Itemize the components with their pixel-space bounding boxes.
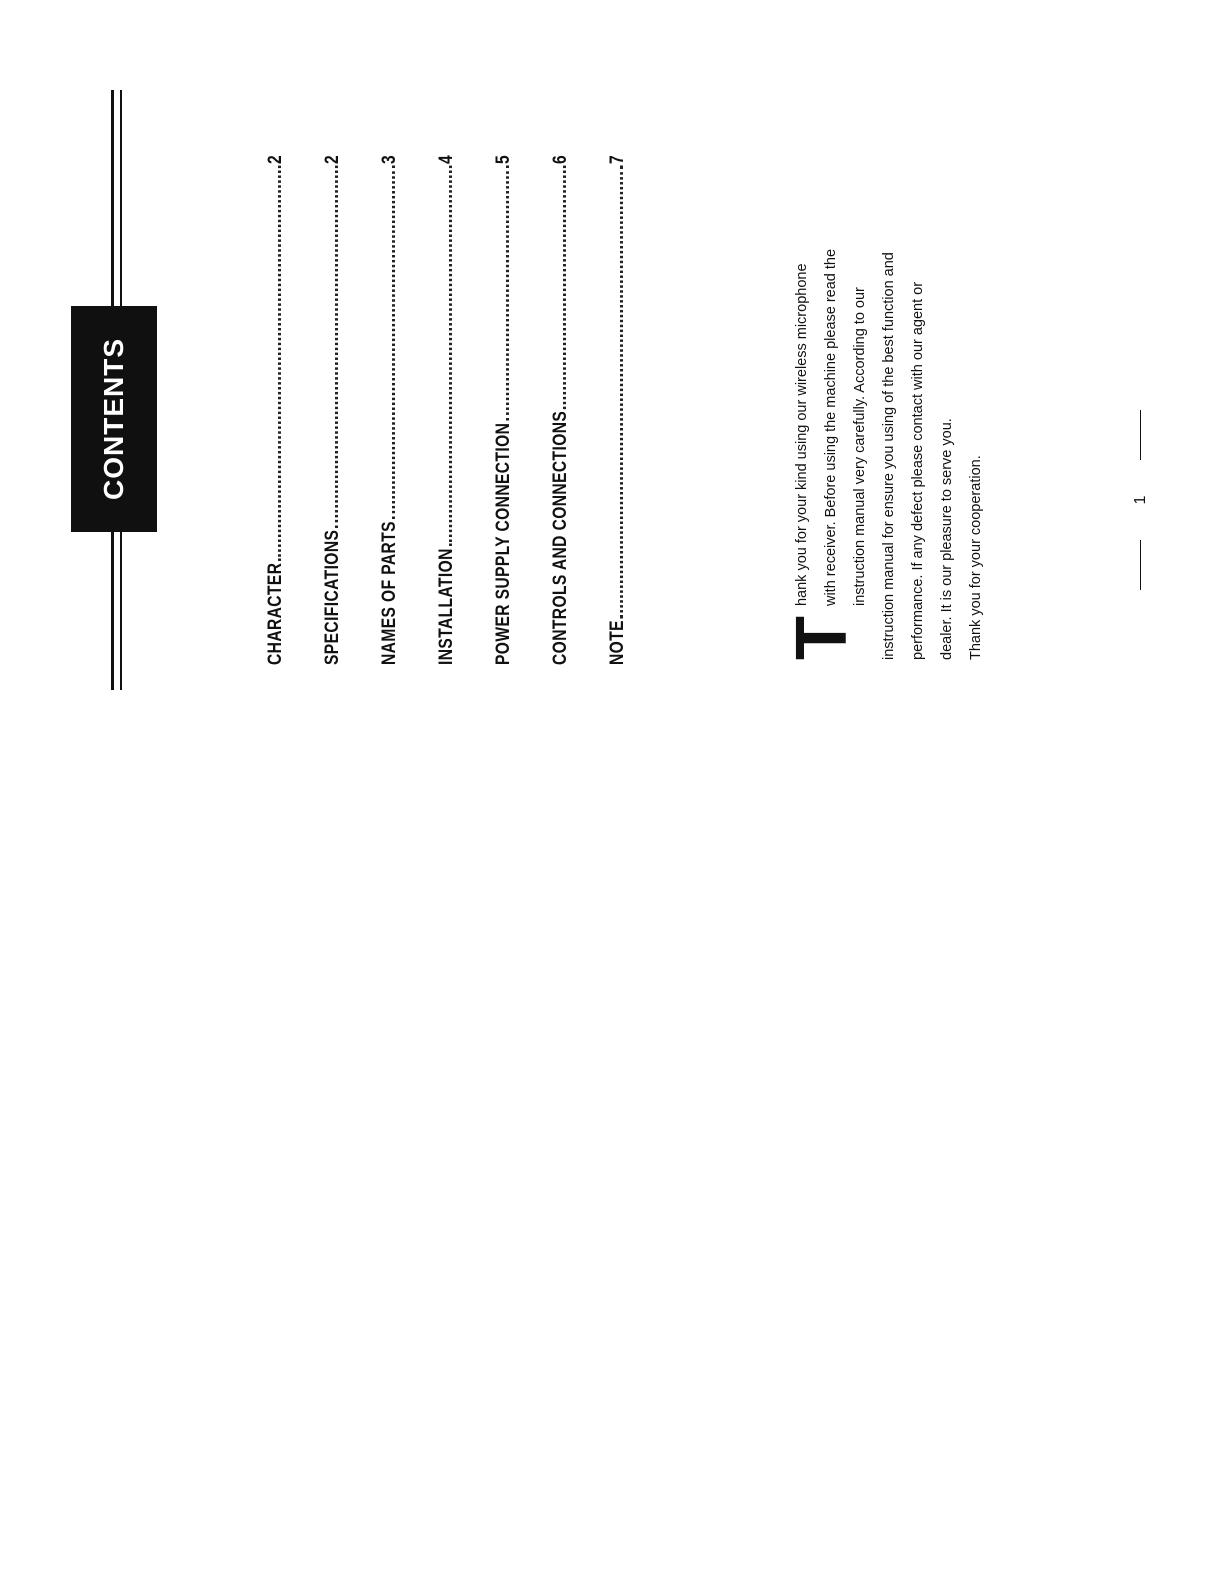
toc-entry-title: CHARACTER	[265, 562, 286, 665]
toc-entry-page: 6	[550, 154, 571, 165]
toc-entry-page: 2	[265, 154, 286, 165]
toc-entry-title: NOTE	[607, 620, 628, 665]
toc-dot-leader	[619, 166, 623, 619]
toc-entry-controls-and-connections[interactable]	[550, 155, 607, 665]
toc-entry-names-of-parts[interactable]	[379, 155, 436, 665]
toc-dot-leader	[334, 166, 338, 528]
toc-entry-title: SPECIFICATIONS	[322, 529, 343, 665]
toc-entry-page: 7	[607, 154, 628, 165]
intro-paragraph	[782, 240, 991, 660]
toc-entry-title: POWER SUPPLY CONNECTION	[493, 422, 514, 665]
intro-closing: Thank you for your cooperation.	[968, 455, 984, 660]
rotated-page	[60, 0, 1210, 760]
toc-dot-leader	[277, 166, 281, 561]
table-of-contents	[265, 155, 664, 665]
page-number: 1	[1132, 495, 1149, 505]
toc-entry-title: NAMES OF PARTS	[379, 521, 400, 665]
toc-entry-installation[interactable]	[436, 155, 493, 665]
contents-title: CONTENTS	[98, 338, 129, 500]
toc-dot-leader	[505, 166, 509, 421]
toc-dot-leader	[562, 166, 566, 409]
intro-body: hank you for your kind using our wireless microphone with receiver. Before using the machine please read the instruction manual very carefully. According to our instruction manual for ensure you using of the best function and performance. If any defect please contact with our agent or dealer. It is our pleasure to serve you.	[794, 248, 955, 660]
toc-entry-character[interactable]	[265, 155, 322, 665]
toc-entry-note[interactable]	[607, 155, 664, 665]
toc-entry-title: INSTALLATION	[436, 548, 457, 665]
drop-cap: T	[782, 616, 862, 660]
toc-entry-specifications[interactable]	[322, 155, 379, 665]
toc-entry-page: 4	[436, 154, 457, 165]
toc-entry-page: 2	[322, 154, 343, 165]
toc-entry-page: 5	[493, 154, 514, 165]
toc-dot-leader	[391, 166, 395, 520]
contents-banner	[71, 306, 157, 532]
toc-dot-leader	[448, 166, 452, 547]
page-number-rule-right	[1140, 410, 1141, 460]
toc-entry-page: 3	[379, 154, 400, 165]
toc-entry-power-supply-connection[interactable]	[493, 155, 550, 665]
toc-entry-title: CONTROLS AND CONNECTIONS	[550, 410, 571, 665]
